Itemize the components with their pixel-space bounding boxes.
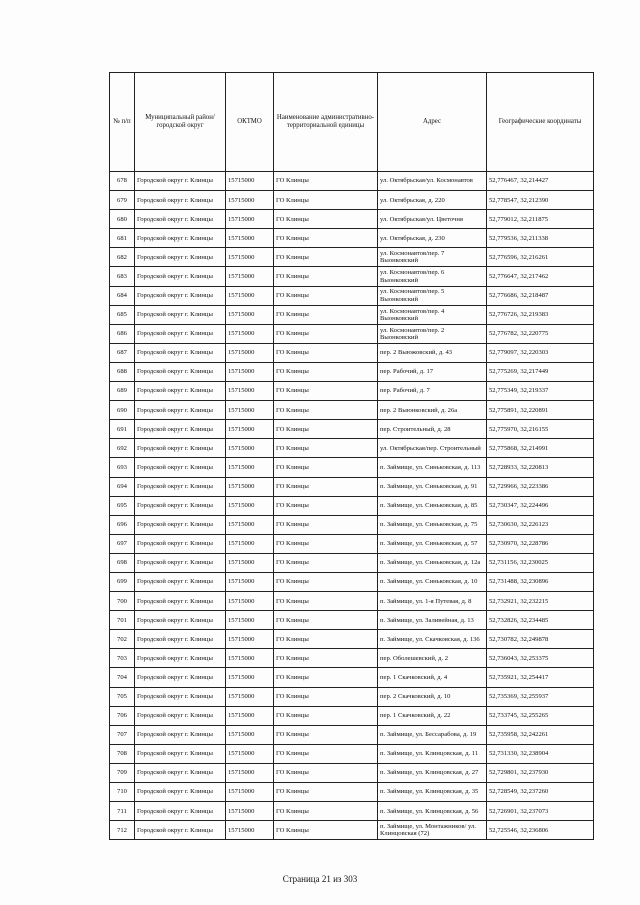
table-row (110, 343, 594, 362)
cell-address: пер. 2 Выюжовский, д. 43 (378, 343, 487, 362)
cell-oktmo: 15715000 (226, 763, 274, 782)
cell-unit: ГО Клинцы (274, 362, 378, 381)
table-row (110, 687, 594, 706)
table-row (110, 305, 594, 324)
table-row (110, 420, 594, 439)
cell-unit: ГО Клинцы (274, 592, 378, 611)
cell-address: пер. Рабочий, д. 7 (378, 382, 487, 401)
cell-unit: ГО Клинцы (274, 706, 378, 725)
cell-index: 693 (110, 458, 135, 477)
cell-district: Городской округ г. Клинцы (135, 210, 226, 229)
cell-oktmo: 15715000 (226, 706, 274, 725)
cell-coordinates: 52,776686, 32,218487 (487, 286, 594, 305)
cell-oktmo: 15715000 (226, 744, 274, 763)
cell-unit: ГО Клинцы (274, 210, 378, 229)
cell-coordinates: 52,775868, 32,214991 (487, 439, 594, 458)
cell-unit: ГО Клинцы (274, 248, 378, 267)
cell-address: ул. Космонавтов/пер. 5 Выонковский (378, 286, 487, 305)
cell-index: 708 (110, 744, 135, 763)
cell-address: п. Займище, ул. Заливейная, д. 13 (378, 611, 487, 630)
cell-district: Городской округ г. Клинцы (135, 592, 226, 611)
cell-coordinates: 52,730347, 32,224496 (487, 496, 594, 515)
cell-unit: ГО Клинцы (274, 172, 378, 191)
cell-address: пер. 1 Скачковский, д. 4 (378, 668, 487, 687)
cell-oktmo: 15715000 (226, 611, 274, 630)
cell-address: ул. Космонавтов/пер. 7 Выонковский (378, 248, 487, 267)
cell-unit: ГО Клинцы (274, 649, 378, 668)
cell-index: 686 (110, 324, 135, 343)
cell-coordinates: 52,735958, 32,242261 (487, 725, 594, 744)
cell-unit: ГО Клинцы (274, 286, 378, 305)
cell-address: пер. Строительный, д. 28 (378, 420, 487, 439)
cell-address: пер. 2 Скачковский, д. 10 (378, 687, 487, 706)
cell-oktmo: 15715000 (226, 439, 274, 458)
cell-coordinates: 52,725546, 32,236806 (487, 821, 594, 840)
cell-coordinates: 52,779097, 32,220303 (487, 343, 594, 362)
cell-coordinates: 52,726901, 32,237073 (487, 802, 594, 821)
table-row (110, 382, 594, 401)
cell-index: 711 (110, 802, 135, 821)
cell-index: 690 (110, 401, 135, 420)
table-row (110, 630, 594, 649)
cell-address: ул. Космонавтов/пер. 2 Выонковский (378, 324, 487, 343)
cell-unit: ГО Клинцы (274, 725, 378, 744)
cell-index: 706 (110, 706, 135, 725)
cell-district: Городской округ г. Клинцы (135, 515, 226, 534)
cell-coordinates: 52,779536, 32,211338 (487, 229, 594, 248)
cell-index: 696 (110, 515, 135, 534)
cell-coordinates: 52,775349, 32,219337 (487, 382, 594, 401)
cell-unit: ГО Клинцы (274, 687, 378, 706)
table-row (110, 401, 594, 420)
cell-oktmo: 15715000 (226, 191, 274, 210)
cell-index: 688 (110, 362, 135, 381)
table-row (110, 725, 594, 744)
cell-coordinates: 52,779012, 32,211875 (487, 210, 594, 229)
cell-coordinates: 52,776726, 32,219383 (487, 305, 594, 324)
registry-table (109, 72, 594, 840)
cell-address: п. Займище, ул. Синьковская, д. 57 (378, 534, 487, 553)
cell-unit: ГО Клинцы (274, 611, 378, 630)
cell-index: 712 (110, 821, 135, 840)
cell-index: 682 (110, 248, 135, 267)
page-number: Страница 21 из 303 (282, 874, 358, 884)
cell-coordinates: 52,732921, 32,232215 (487, 592, 594, 611)
cell-address: ул. Октябрьская, д. 230 (378, 229, 487, 248)
table-row (110, 191, 594, 210)
cell-district: Городской округ г. Клинцы (135, 687, 226, 706)
cell-index: 687 (110, 343, 135, 362)
cell-district: Городской округ г. Клинцы (135, 343, 226, 362)
cell-coordinates: 52,775891, 32,220891 (487, 401, 594, 420)
cell-oktmo: 15715000 (226, 515, 274, 534)
cell-unit: ГО Клинцы (274, 401, 378, 420)
cell-district: Городской округ г. Клинцы (135, 305, 226, 324)
cell-district: Городской округ г. Клинцы (135, 248, 226, 267)
table-row (110, 611, 594, 630)
table-row (110, 515, 594, 534)
table-row (110, 248, 594, 267)
cell-unit: ГО Клинцы (274, 802, 378, 821)
table-row (110, 572, 594, 591)
cell-address: ул. Октябрьская/ул. Космонавтов (378, 172, 487, 191)
cell-unit: ГО Клинцы (274, 439, 378, 458)
cell-address: ул. Космонавтов/пер. 4 Выонковский (378, 305, 487, 324)
cell-coordinates: 52,776467, 32,214427 (487, 172, 594, 191)
cell-district: Городской округ г. Клинцы (135, 725, 226, 744)
cell-address: ул. Космонавтов/пер. 6 Выонковский (378, 267, 487, 286)
cell-district: Городской округ г. Клинцы (135, 821, 226, 840)
cell-coordinates: 52,735369, 32,255937 (487, 687, 594, 706)
cell-district: Городской округ г. Клинцы (135, 763, 226, 782)
table-body (110, 172, 594, 840)
cell-oktmo: 15715000 (226, 649, 274, 668)
cell-index: 684 (110, 286, 135, 305)
header-index: № п/п (110, 73, 135, 172)
cell-unit: ГО Клинцы (274, 630, 378, 649)
cell-address: п. Займище, ул. Синьковская, д. 10 (378, 572, 487, 591)
cell-oktmo: 15715000 (226, 210, 274, 229)
cell-address: п. Займище, ул. Скачковская, д. 136 (378, 630, 487, 649)
table-row (110, 821, 594, 840)
header-address: Адрес (378, 73, 487, 172)
cell-oktmo: 15715000 (226, 592, 274, 611)
table-row (110, 649, 594, 668)
cell-index: 694 (110, 477, 135, 496)
cell-address: п. Займище, ул. Синьковская, д. 12а (378, 553, 487, 572)
cell-index: 691 (110, 420, 135, 439)
cell-district: Городской округ г. Клинцы (135, 649, 226, 668)
cell-district: Городской округ г. Клинцы (135, 572, 226, 591)
table-row (110, 210, 594, 229)
cell-oktmo: 15715000 (226, 229, 274, 248)
cell-index: 697 (110, 534, 135, 553)
cell-unit: ГО Клинцы (274, 534, 378, 553)
cell-unit: ГО Клинцы (274, 572, 378, 591)
cell-oktmo: 15715000 (226, 496, 274, 515)
cell-coordinates: 52,731488, 32,230896 (487, 572, 594, 591)
cell-address: пер. 1 Скачковский, д. 22 (378, 706, 487, 725)
cell-index: 700 (110, 592, 135, 611)
cell-index: 679 (110, 191, 135, 210)
table-row (110, 267, 594, 286)
cell-address: п. Займище, ул. Клинцовская, д. 11 (378, 744, 487, 763)
cell-coordinates: 52,731156, 32,230025 (487, 553, 594, 572)
cell-unit: ГО Клинцы (274, 420, 378, 439)
table-row (110, 324, 594, 343)
cell-index: 705 (110, 687, 135, 706)
cell-coordinates: 52,733745, 32,255265 (487, 706, 594, 725)
header-oktmo: ОКТМО (226, 73, 274, 172)
cell-oktmo: 15715000 (226, 687, 274, 706)
cell-unit: ГО Клинцы (274, 783, 378, 802)
cell-address: п. Займище, ул. 1-я Путевая, д. 8 (378, 592, 487, 611)
cell-unit: ГО Клинцы (274, 458, 378, 477)
cell-unit: ГО Клинцы (274, 668, 378, 687)
cell-district: Городской округ г. Клинцы (135, 611, 226, 630)
cell-index: 695 (110, 496, 135, 515)
table-row (110, 553, 594, 572)
cell-oktmo: 15715000 (226, 267, 274, 286)
cell-address: п. Займище, ул. Клинцовская, д. 35 (378, 783, 487, 802)
cell-oktmo: 15715000 (226, 382, 274, 401)
cell-oktmo: 15715000 (226, 668, 274, 687)
cell-address: п. Займище, ул. Синьковская, д. 85 (378, 496, 487, 515)
table-row (110, 668, 594, 687)
cell-unit: ГО Клинцы (274, 324, 378, 343)
cell-oktmo: 15715000 (226, 305, 274, 324)
cell-coordinates: 52,730782, 32,249878 (487, 630, 594, 649)
cell-coordinates: 52,736043, 32,253375 (487, 649, 594, 668)
cell-coordinates: 52,728549, 32,237260 (487, 783, 594, 802)
cell-district: Городской округ г. Клинцы (135, 172, 226, 191)
cell-oktmo: 15715000 (226, 286, 274, 305)
cell-oktmo: 15715000 (226, 401, 274, 420)
cell-oktmo: 15715000 (226, 362, 274, 381)
cell-district: Городской округ г. Клинцы (135, 267, 226, 286)
cell-oktmo: 15715000 (226, 420, 274, 439)
cell-unit: ГО Клинцы (274, 477, 378, 496)
cell-district: Городской округ г. Клинцы (135, 401, 226, 420)
cell-index: 699 (110, 572, 135, 591)
cell-coordinates: 52,732826, 32,234485 (487, 611, 594, 630)
table-row (110, 496, 594, 515)
cell-coordinates: 52,776647, 32,217462 (487, 267, 594, 286)
cell-coordinates: 52,728933, 32,220813 (487, 458, 594, 477)
cell-oktmo: 15715000 (226, 343, 274, 362)
cell-district: Городской округ г. Клинцы (135, 286, 226, 305)
cell-district: Городской округ г. Клинцы (135, 802, 226, 821)
cell-address: п. Займище, ул. Синьковская, д. 113 (378, 458, 487, 477)
table-row (110, 763, 594, 782)
cell-unit: ГО Клинцы (274, 343, 378, 362)
cell-oktmo: 15715000 (226, 725, 274, 744)
cell-index: 689 (110, 382, 135, 401)
cell-unit: ГО Клинцы (274, 382, 378, 401)
cell-district: Городской округ г. Клинцы (135, 783, 226, 802)
table-row (110, 229, 594, 248)
header-district: Муниципальный район/городской округ (135, 73, 226, 172)
cell-district: Городской округ г. Клинцы (135, 630, 226, 649)
cell-oktmo: 15715000 (226, 553, 274, 572)
cell-district: Городской округ г. Клинцы (135, 458, 226, 477)
cell-oktmo: 15715000 (226, 534, 274, 553)
cell-unit: ГО Клинцы (274, 763, 378, 782)
cell-district: Городской округ г. Клинцы (135, 744, 226, 763)
cell-district: Городской округ г. Клинцы (135, 496, 226, 515)
cell-index: 698 (110, 553, 135, 572)
cell-address: п. Займище, ул. Клинцовская, д. 27 (378, 763, 487, 782)
cell-oktmo: 15715000 (226, 458, 274, 477)
cell-district: Городской округ г. Клинцы (135, 706, 226, 725)
cell-district: Городской округ г. Клинцы (135, 191, 226, 210)
table-row (110, 592, 594, 611)
cell-oktmo: 15715000 (226, 572, 274, 591)
cell-index: 701 (110, 611, 135, 630)
header-unit: Наименование административно-территориальной единицы (274, 73, 378, 172)
cell-unit: ГО Клинцы (274, 553, 378, 572)
cell-index: 703 (110, 649, 135, 668)
cell-coordinates: 52,778547, 32,212390 (487, 191, 594, 210)
cell-coordinates: 52,731330, 32,238904 (487, 744, 594, 763)
table-header (110, 73, 594, 172)
cell-district: Городской округ г. Клинцы (135, 324, 226, 343)
table-row (110, 362, 594, 381)
cell-district: Городской округ г. Клинцы (135, 382, 226, 401)
cell-index: 702 (110, 630, 135, 649)
table-row (110, 802, 594, 821)
cell-index: 692 (110, 439, 135, 458)
cell-district: Городской округ г. Клинцы (135, 477, 226, 496)
cell-address: п. Займище, ул. Бессарабова, д. 19 (378, 725, 487, 744)
cell-coordinates: 52,730970, 32,228786 (487, 534, 594, 553)
cell-address: п. Займище, ул. Синьковская, д. 75 (378, 515, 487, 534)
cell-district: Городской округ г. Клинцы (135, 534, 226, 553)
cell-district: Городской округ г. Клинцы (135, 362, 226, 381)
cell-unit: ГО Клинцы (274, 821, 378, 840)
cell-unit: ГО Клинцы (274, 305, 378, 324)
cell-coordinates: 52,776782, 32,220775 (487, 324, 594, 343)
cell-address: ул. Октябрьская, д. 220 (378, 191, 487, 210)
table-row (110, 534, 594, 553)
table-row (110, 783, 594, 802)
cell-coordinates: 52,775269, 32,217449 (487, 362, 594, 381)
table-row (110, 706, 594, 725)
cell-index: 704 (110, 668, 135, 687)
cell-unit: ГО Клинцы (274, 744, 378, 763)
cell-district: Городской округ г. Клинцы (135, 668, 226, 687)
cell-index: 678 (110, 172, 135, 191)
cell-unit: ГО Клинцы (274, 191, 378, 210)
cell-index: 685 (110, 305, 135, 324)
cell-coordinates: 52,730630, 32,226123 (487, 515, 594, 534)
header-coordinates: Географические координаты (487, 73, 594, 172)
table-row (110, 172, 594, 191)
table-row (110, 439, 594, 458)
cell-address: ул. Октябрьская/пер. Строительный (378, 439, 487, 458)
cell-address: пер. Оболешевский, д. 2 (378, 649, 487, 668)
cell-unit: ГО Клинцы (274, 229, 378, 248)
cell-oktmo: 15715000 (226, 821, 274, 840)
cell-oktmo: 15715000 (226, 802, 274, 821)
cell-coordinates: 52,729801, 32,237930 (487, 763, 594, 782)
table-row (110, 286, 594, 305)
cell-oktmo: 15715000 (226, 630, 274, 649)
cell-coordinates: 52,776596, 32,216261 (487, 248, 594, 267)
cell-oktmo: 15715000 (226, 172, 274, 191)
cell-unit: ГО Клинцы (274, 267, 378, 286)
cell-unit: ГО Клинцы (274, 515, 378, 534)
cell-address: п. Займище, ул. Монтажников/ ул. Клинцовская (72) (378, 821, 487, 840)
cell-index: 683 (110, 267, 135, 286)
cell-district: Городской округ г. Клинцы (135, 420, 226, 439)
cell-district: Городской округ г. Клинцы (135, 229, 226, 248)
table-row (110, 458, 594, 477)
cell-index: 709 (110, 763, 135, 782)
cell-coordinates: 52,735921, 32,254417 (487, 668, 594, 687)
cell-index: 681 (110, 229, 135, 248)
cell-oktmo: 15715000 (226, 324, 274, 343)
cell-address: п. Займище, ул. Клинцовская, д. 56 (378, 802, 487, 821)
cell-address: пер. Рабочий, д. 17 (378, 362, 487, 381)
cell-index: 710 (110, 783, 135, 802)
cell-unit: ГО Клинцы (274, 496, 378, 515)
cell-district: Городской округ г. Клинцы (135, 553, 226, 572)
table-row (110, 477, 594, 496)
cell-address: п. Займище, ул. Синьковская, д. 91 (378, 477, 487, 496)
table-row (110, 744, 594, 763)
cell-address: пер. 2 Выюнковский, д. 26а (378, 401, 487, 420)
cell-coordinates: 52,729966, 32,223386 (487, 477, 594, 496)
cell-oktmo: 15715000 (226, 477, 274, 496)
cell-index: 680 (110, 210, 135, 229)
cell-address: ул. Октябрьская/ул. Цветочня (378, 210, 487, 229)
cell-district: Городской округ г. Клинцы (135, 439, 226, 458)
cell-oktmo: 15715000 (226, 783, 274, 802)
cell-coordinates: 52,775970, 32,216155 (487, 420, 594, 439)
cell-index: 707 (110, 725, 135, 744)
cell-oktmo: 15715000 (226, 248, 274, 267)
